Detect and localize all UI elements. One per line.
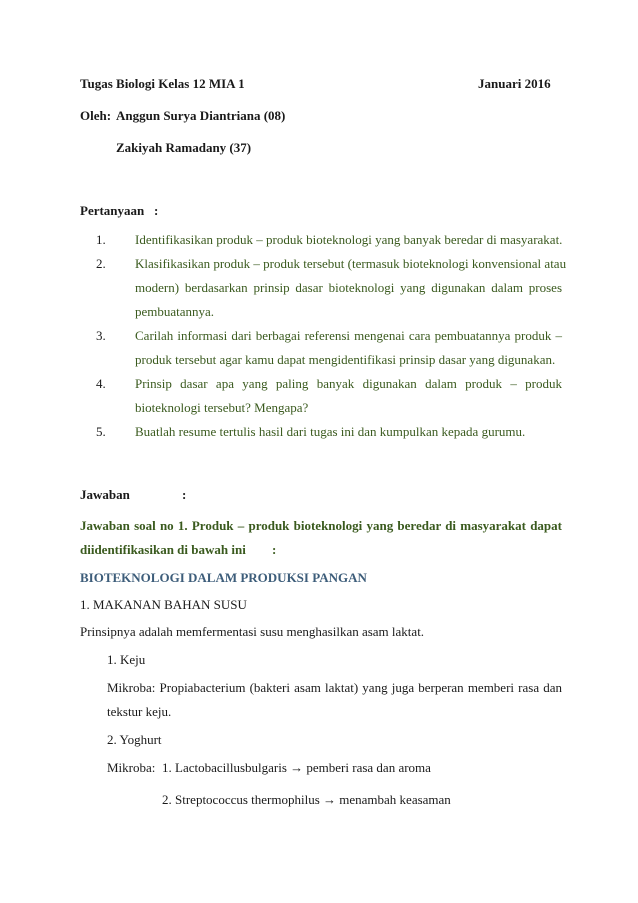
answer-intro-colon: : xyxy=(272,542,277,557)
answers-heading: Jawaban xyxy=(80,487,130,502)
question-text-line: pembuatannya. xyxy=(135,304,215,319)
question-number: 3. xyxy=(96,328,106,343)
answer-intro-line: Jawaban soal no 1. Produk – produk bioteknologi yang beredar di masyarakat dapat xyxy=(80,518,562,533)
question-number: 2. xyxy=(96,256,106,271)
assignment-title: Tugas Biologi Kelas 12 MIA 1 xyxy=(80,76,245,91)
subsection-title: 1. MAKANAN BAHAN SUSU xyxy=(80,597,247,612)
author-2: Zakiyah Ramadany (37) xyxy=(116,140,252,155)
question-text-line: modern) berdasarkan prinsip dasar bioteknologi yang digunakan dalam proses xyxy=(135,280,562,295)
answers-heading-colon: : xyxy=(182,487,187,502)
question-text-line: bioteknologi tersebut? Mengapa? xyxy=(135,400,309,415)
question-number: 5. xyxy=(96,424,106,439)
questions-heading-colon: : xyxy=(154,203,159,218)
question-text-line: Klasifikasikan produk – produk tersebut (termasuk bioteknologi konvensional atau xyxy=(135,256,567,271)
item-yoghurt-microbe-label: Mikroba: xyxy=(107,760,156,775)
question-number: 1. xyxy=(96,232,106,247)
answer-intro-line: diidentifikasikan di bawah ini xyxy=(80,542,246,557)
question-text-line: Prinsip dasar apa yang paling banyak digunakan dalam produk – produk xyxy=(135,376,562,391)
questions-heading: Pertanyaan xyxy=(80,203,145,218)
question-text-line: Identifikasikan produk – produk bioteknologi yang banyak beredar di masyarakat. xyxy=(135,232,563,247)
section-title: BIOTEKNOLOGI DALAM PRODUKSI PANGAN xyxy=(80,570,367,585)
item-cheese-title: 1. Keju xyxy=(107,652,146,667)
question-text-line: Buatlah resume tertulis hasil dari tugas ini dan kumpulkan kepada gurumu. xyxy=(135,424,526,439)
item-yoghurt-microbe-1: 1. Lactobacillusbulgaris → pemberi rasa dan aroma xyxy=(162,760,431,775)
question-number: 4. xyxy=(96,376,106,391)
item-cheese-microbe-line: Mikroba: Propiabacterium (bakteri asam laktat) yang juga berperan memberi rasa dan xyxy=(107,680,562,695)
author-1: Anggun Surya Diantriana (08) xyxy=(116,108,286,123)
assignment-date: Januari 2016 xyxy=(478,76,551,91)
item-yoghurt-title: 2. Yoghurt xyxy=(107,732,162,747)
by-label: Oleh: xyxy=(80,108,112,123)
principle-text: Prinsipnya adalah memfermentasi susu menghasilkan asam laktat. xyxy=(80,624,425,639)
item-cheese-microbe-line: tekstur keju. xyxy=(107,704,172,719)
question-text-line: Carilah informasi dari berbagai referensi mengenai cara pembuatannya produk – xyxy=(135,328,562,343)
item-yoghurt-microbe-2: 2. Streptococcus thermophilus → menambah keasaman xyxy=(162,792,451,807)
question-text-line: produk tersebut agar kamu dapat mengidentifikasi prinsip dasar yang digunakan. xyxy=(135,352,556,367)
